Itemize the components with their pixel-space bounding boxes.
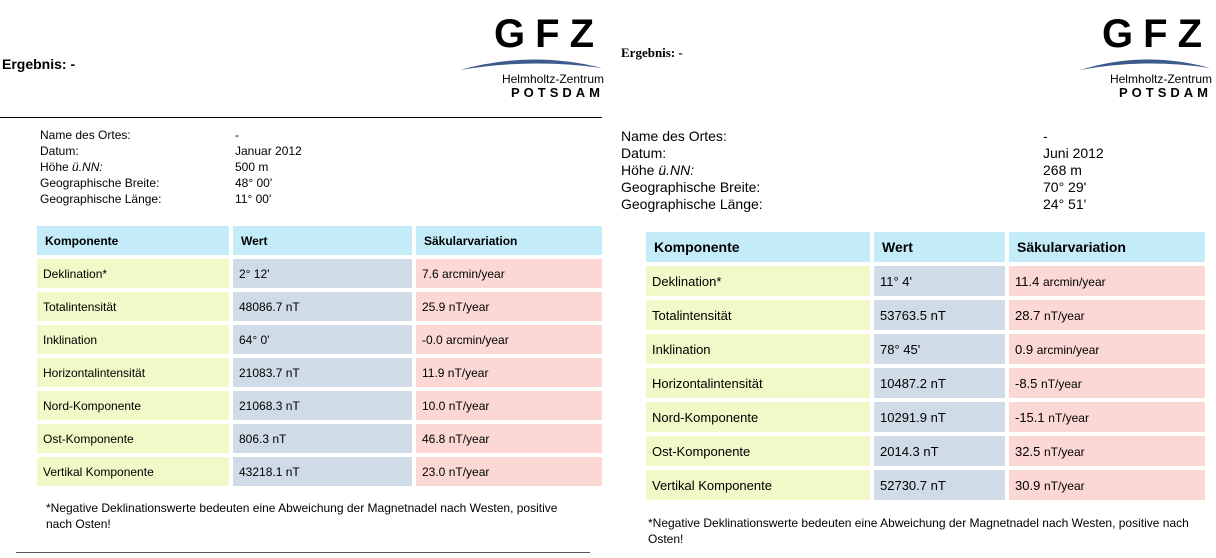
table-row <box>646 402 1205 432</box>
header-komponente: Komponente <box>646 232 870 262</box>
ort-label: Name des Ortes: <box>40 128 131 142</box>
header-wert: Wert <box>874 232 1005 262</box>
komponente-cell: Inklination <box>646 334 870 364</box>
laenge-value: 11° 00' <box>235 192 272 206</box>
table-row <box>37 358 602 387</box>
datum-value: Juni 2012 <box>1043 145 1104 161</box>
logo-helmholtz: Helmholtz-Zentrum <box>1109 72 1212 86</box>
logo-potsdam: POTSDAM <box>1119 85 1212 100</box>
wert-cell: 806.3 nT <box>233 424 412 453</box>
result-panel-right <box>606 0 1216 558</box>
komponente-cell: Inklination <box>37 325 229 354</box>
komponente-cell: Horizontalintensität <box>37 358 229 387</box>
table-header-row <box>37 226 602 255</box>
table-row <box>37 259 602 288</box>
sv-cell: 30.9 nT/year <box>1009 470 1205 500</box>
wert-cell: 64° 0' <box>233 325 412 354</box>
table-row <box>646 300 1205 330</box>
logo-potsdam: POTSDAM <box>511 85 604 100</box>
hoehe-value: 268 m <box>1043 162 1082 178</box>
table-header-row <box>646 232 1205 262</box>
table-row <box>37 292 602 321</box>
breite-value: 70° 29' <box>1043 179 1087 195</box>
wert-cell: 21083.7 nT <box>233 358 412 387</box>
datum-label: Datum: <box>621 145 667 161</box>
komponente-cell: Totalintensität <box>646 300 870 330</box>
wert-cell: 53763.5 nT <box>874 300 1005 330</box>
ort-value: - <box>235 128 239 142</box>
komponente-cell: Deklination* <box>37 259 229 288</box>
wert-cell: 52730.7 nT <box>874 470 1005 500</box>
table-row <box>646 368 1205 398</box>
result-panel-left <box>0 0 606 558</box>
ort-value: - <box>1043 128 1048 144</box>
logo-arc-icon <box>458 54 604 72</box>
komponente-cell: Totalintensität <box>37 292 229 321</box>
header-komponente: Komponente <box>37 226 229 255</box>
breite-value: 48° 00' <box>235 176 273 190</box>
komponente-cell: Vertikal Komponente <box>37 457 229 486</box>
wert-cell: 2° 12' <box>233 259 412 288</box>
location-info <box>621 128 1104 213</box>
ort-label: Name des Ortes: <box>621 128 727 144</box>
wert-cell: 2014.3 nT <box>874 436 1005 466</box>
wert-cell: 43218.1 nT <box>233 457 412 486</box>
sv-cell: -8.5 nT/year <box>1009 368 1205 398</box>
declination-note: *Negative Deklinationswerte bedeuten eine Abweichung der Magnetnadel nach Westen, positive nach Osten! <box>648 516 1189 546</box>
table-row <box>37 391 602 420</box>
table-row <box>37 457 602 486</box>
komponente-cell: Horizontalintensität <box>646 368 870 398</box>
header-wert: Wert <box>233 226 412 255</box>
gfz-logo <box>1078 14 1212 100</box>
komponente-cell: Ost-Komponente <box>646 436 870 466</box>
header-saekularvariation: Säkularvariation <box>416 226 602 255</box>
table-row <box>37 325 602 354</box>
wert-cell: 10487.2 nT <box>874 368 1005 398</box>
hoehe-value: 500 m <box>235 160 269 174</box>
hoehe-label: Höhe ü.NN: <box>621 162 695 178</box>
magnetic-field-table <box>33 222 606 490</box>
komponente-cell: Nord-Komponente <box>646 402 870 432</box>
hoehe-label: Höhe ü.NN: <box>40 160 103 174</box>
wert-cell: 21068.3 nT <box>233 391 412 420</box>
gfz-logo <box>458 14 604 100</box>
wert-cell: 48086.7 nT <box>233 292 412 321</box>
komponente-cell: Nord-Komponente <box>37 391 229 420</box>
datum-label: Datum: <box>40 144 79 158</box>
komponente-cell: Vertikal Komponente <box>646 470 870 500</box>
footer-divider <box>16 552 590 553</box>
result-heading: Ergebnis: - <box>2 56 76 72</box>
header-saekularvariation: Säkularvariation <box>1009 232 1205 262</box>
gfz-logo-text: GFZ <box>1102 12 1212 56</box>
sv-cell: 28.7 nT/year <box>1009 300 1205 330</box>
laenge-value: 24° 51' <box>1043 196 1087 212</box>
sv-cell: 23.0 nT/year <box>416 457 602 486</box>
laenge-label: Geographische Länge: <box>40 192 162 206</box>
sv-cell: -15.1 nT/year <box>1009 402 1205 432</box>
table-row <box>646 436 1205 466</box>
wert-cell: 10291.9 nT <box>874 402 1005 432</box>
sv-cell: 7.6 arcmin/year <box>416 259 602 288</box>
sv-cell: 11.9 nT/year <box>416 358 602 387</box>
wert-cell: 11° 4' <box>874 266 1005 296</box>
declination-note: *Negative Deklinationswerte bedeuten eine Abweichung der Magnetnadel nach Westen, positive nach Osten! <box>46 501 558 531</box>
header-divider <box>0 117 602 118</box>
datum-value: Januar 2012 <box>235 144 302 158</box>
table-row <box>37 424 602 453</box>
logo-arc-icon <box>1078 54 1212 72</box>
sv-cell: 10.0 nT/year <box>416 391 602 420</box>
result-heading: Ergebnis: - <box>621 45 683 60</box>
komponente-cell: Deklination* <box>646 266 870 296</box>
table-row <box>646 470 1205 500</box>
sv-cell: 0.9 arcmin/year <box>1009 334 1205 364</box>
sv-cell: 32.5 nT/year <box>1009 436 1205 466</box>
gfz-logo-text: GFZ <box>494 12 604 56</box>
table-row <box>646 334 1205 364</box>
logo-helmholtz: Helmholtz-Zentrum <box>501 72 604 86</box>
komponente-cell: Ost-Komponente <box>37 424 229 453</box>
sv-cell: 46.8 nT/year <box>416 424 602 453</box>
laenge-label: Geographische Länge: <box>621 196 763 212</box>
sv-cell: -0.0 arcmin/year <box>416 325 602 354</box>
magnetic-field-table <box>642 228 1209 504</box>
sv-cell: 11.4 arcmin/year <box>1009 266 1205 296</box>
table-row <box>646 266 1205 296</box>
location-info <box>40 127 302 207</box>
wert-cell: 78° 45' <box>874 334 1005 364</box>
breite-label: Geographische Breite: <box>40 176 160 190</box>
breite-label: Geographische Breite: <box>621 179 761 195</box>
sv-cell: 25.9 nT/year <box>416 292 602 321</box>
